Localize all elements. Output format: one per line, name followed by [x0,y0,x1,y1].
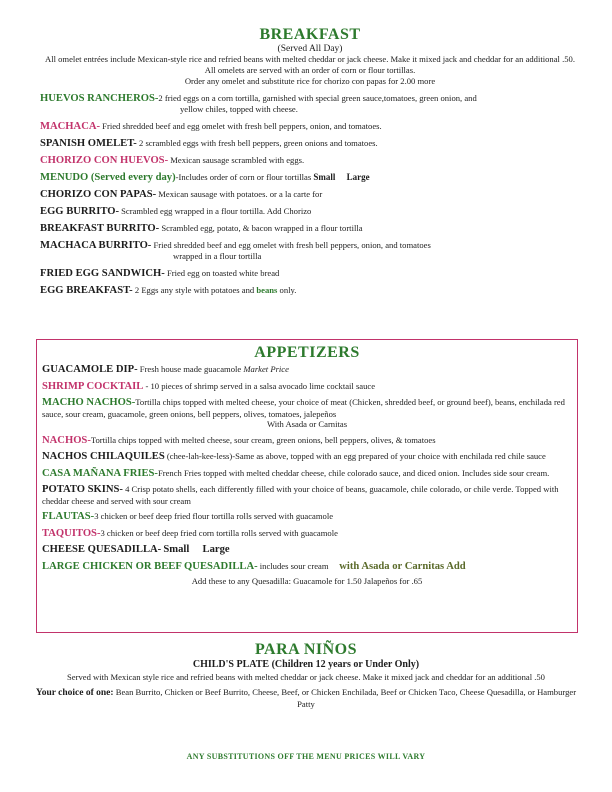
breakfast-section [40,26,580,296]
item-desc: Fried egg on toasted white bread [164,268,280,278]
item-desc: 3 chicken or beef deep fried corn tortilla rolls served with guacamole [100,527,338,538]
item-desc: Tortilla chips topped with melted cheese, your choice of meat (Chicken, shredded beef, or ground beef), beans, enchilada red sauce, sour cream, guacamole, green onions, bell peppers, olives, tomatoes, jalepeños [42,397,565,419]
item-add-on: with Asada or Carnitas Add [339,560,466,572]
menu-item-egg-burrito [40,206,580,217]
item-desc-cont: With Asada or Carnitas [266,419,348,429]
item-desc: French Fries topped with melted cheddar cheese, chile colorado sauce, and diced onion. Includes side sour cream. [157,467,550,478]
breakfast-subtitle: (Served All Day) [277,44,343,54]
item-desc: Fried shredded beef and egg omelet with fresh bell peppers, onion, and tomatoes. [100,121,382,131]
kids-title: PARA NIÑOS [254,641,358,658]
item-name: BREAKFAST BURRITO- [40,223,160,234]
breakfast-intro-substitute: Order any omelet and substitute rice for chorizo con papas for 2.00 more [184,76,436,86]
appetizers-section [36,339,578,633]
item-desc: Fried shredded beef and egg omelet with fresh bell peppers, onion, and tomatoes [151,240,431,250]
item-name: MACHO NACHOS- [42,397,136,408]
menu-item-flautas [42,511,572,523]
item-name: NACHOS- [42,434,91,446]
item-name: LARGE CHICKEN OR BEEF QUESADILLA- [42,560,258,572]
item-name: MENUDO (Served every day) [40,172,176,183]
choice-text: Bean Burrito, Chicken or Beef Burrito, Cheese, Beef, or Chicken Enchilada, Beef or Chicken Taco, Cheese Quesadilla, or Hamburger Patty [113,687,577,709]
item-name: MACHACA BURRITO- [40,240,152,251]
menu-item-cheese-quesadilla [42,544,572,556]
item-name: NACHOS CHILAQUILES [42,451,165,462]
quesadilla-add-ons-note: Add these to any Quesadilla: Guacamole for 1.50 Jalapeños for .65 [191,576,423,586]
menu-item-nachos-chilaquiles [42,451,572,463]
item-name: CHEESE QUESADILLA- [42,544,162,555]
menu-item-chorizo-con-papas [40,189,580,200]
item-name: CHORIZO CON PAPAS- [40,189,157,200]
item-desc-cont: wrapped in a flour tortilla [173,251,262,261]
item-desc: Mexican sausage scrambled with eggs. [168,155,305,165]
menu-item-huevos-rancheros [40,93,580,115]
menu-item-machaca-burrito [40,240,580,262]
item-desc-cont: yellow chiles, topped with cheese. [180,104,298,114]
menu-item-spanish-omelet [40,138,580,149]
substitutions-note: ANY SUBSTITUTIONS OFF THE MENU PRICES WILL VARY [186,752,426,761]
item-name: CHORIZO CON HUEVOS- [40,155,169,166]
item-desc: 2 Eggs any style with potatoes and [132,285,257,295]
item-name: SPANISH OMELET- [40,138,137,149]
menu-item-macho-nachos [42,397,572,430]
menu-item-nachos [42,435,572,447]
menu-item-shrimp-cocktail [42,381,572,393]
appetizers-title: APPETIZERS [254,344,360,361]
menu-item-machaca [40,121,580,132]
menu-item-large-quesadilla [42,561,572,573]
item-desc: includes sour cream [257,560,340,571]
item-desc: Scrambled egg wrapped in a flour tortilla. Add Chorizo [118,206,312,216]
item-highlight: beans [256,285,278,295]
choice-label: Your choice of one: [35,688,114,698]
item-desc: 2 fried eggs on a corn tortilla, garnished with special green sauce,tomatoes, green onion, and [158,93,477,103]
item-name: SHRIMP COCKTAIL [42,380,144,392]
menu-item-potato-skins [42,484,572,506]
kids-section [30,641,582,710]
item-name: EGG BREAKFAST- [40,285,133,296]
menu-item-breakfast-burrito [40,223,580,234]
item-desc: Tortilla chips topped with melted cheese, sour cream, green onions, bell peppers, olives, & tomatoes [90,434,436,445]
item-desc: 2 scrambled eggs with fresh bell peppers, green onions and tomatoes. [136,138,378,148]
menu-item-casa-manana-fries [42,468,572,480]
item-desc: Scrambled egg, potato, & bacon wrapped in a flour tortilla [159,223,363,233]
item-sizes: Small Large [163,544,230,555]
childs-plate-heading: CHILD'S PLATE (Children 12 years or Under Only) [192,659,420,670]
breakfast-title: BREAKFAST [259,26,361,43]
breakfast-intro: All omelet entrées include Mexican-style rice and refried beans with melted cheddar or jack cheese. Make it mixed jack and cheddar for an additional .50. All omelets are served with an order of corn or flour tortillas. [45,54,575,75]
menu-item-taquitos [42,528,572,540]
item-desc: Mexican sausage with potatoes. or a la carte for [156,189,323,199]
item-desc-end: only. [277,285,297,295]
item-name: CASA MAÑANA FRIES- [42,467,158,479]
menu-item-egg-breakfast [40,285,580,296]
item-desc: -Includes order of corn or flour tortillas [175,172,314,182]
item-sizes: Small Large [313,172,370,182]
childs-plate-choices [30,687,582,710]
item-desc: Fresh house made guacamole [137,364,244,374]
item-name: EGG BURRITO- [40,206,119,217]
item-desc: (chee-lah-kee-less)-Same as above, topped with an egg prepared of your choice with enchilada red chile sauce [164,451,546,461]
menu-item-chorizo-con-huevos [40,155,580,166]
childs-plate-desc: Served with Mexican style rice and refried beans with melted cheddar or jack cheese. Make it mixed jack and cheddar for an additional .50 [67,672,545,682]
item-name: FRIED EGG SANDWICH- [40,268,165,279]
item-desc: 3 chicken or beef deep fried flour tortilla rolls served with guacamole [94,511,334,521]
item-desc: - 10 pieces of shrimp served in a salsa avocado lime cocktail sauce [143,380,376,391]
item-name: HUEVOS RANCHEROS- [40,93,159,104]
item-name: TAQUITOS- [42,527,101,539]
item-name: POTATO SKINS- [42,484,123,495]
item-desc: 4 Crisp potato shells, each differently filled with your choice of beans, guacamole, chile colorado, or chile verde. Topped with cheddar cheese and served with sour cream [42,484,559,506]
item-name: GUACAMOLE DIP- [42,364,138,375]
menu-item-guacamole-dip [42,364,572,376]
item-name: MACHACA- [40,121,101,132]
item-name: FLAUTAS- [42,511,95,522]
menu-item-menudo [40,172,580,183]
menu-item-fried-egg-sandwich [40,268,580,279]
item-price-note: Market Price [243,364,289,374]
